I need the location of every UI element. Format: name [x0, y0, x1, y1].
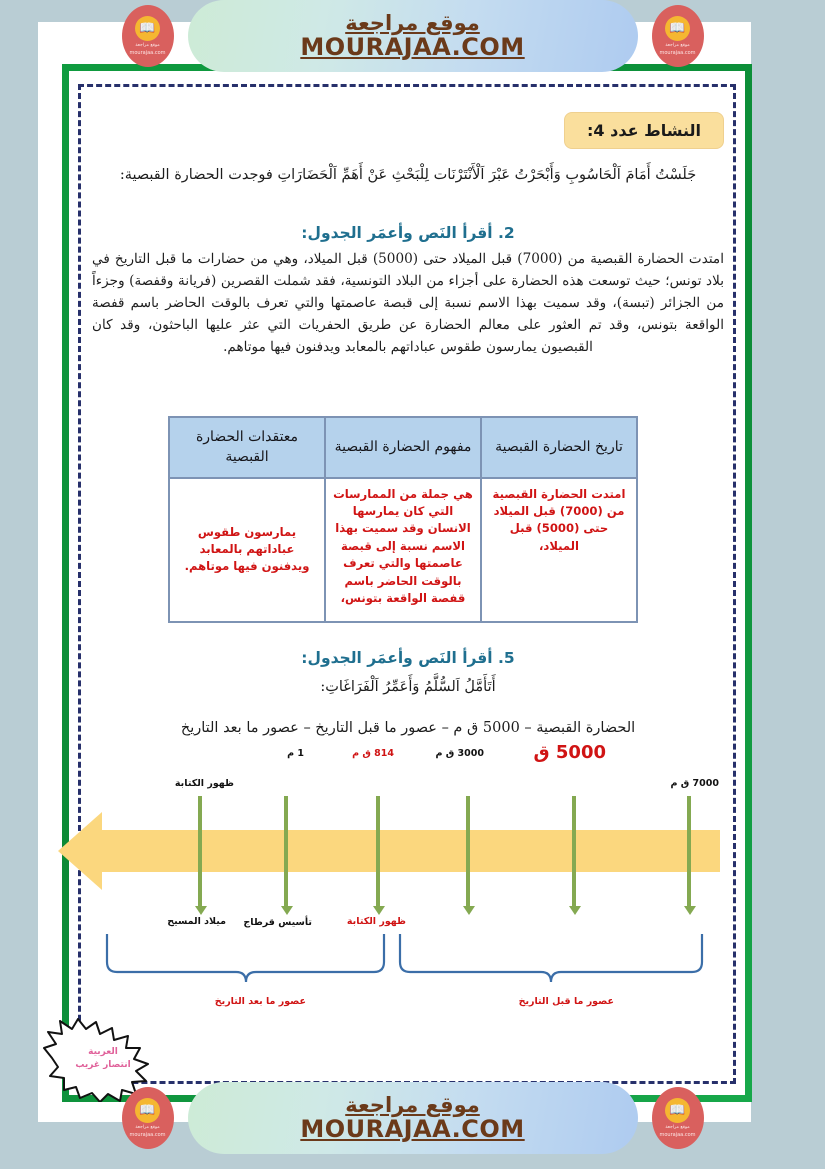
- logo-english-label: mourajaa.com: [129, 1131, 166, 1138]
- table-header-row: [169, 417, 637, 478]
- timeline-figure: [92, 720, 724, 1050]
- logo-arabic-label: موقع مراجعة: [135, 1124, 160, 1130]
- question-5-heading: 5. أقرأ النَص وأعمَر الجدول:: [301, 649, 515, 667]
- timeline-date-5000: 5000 ق: [533, 742, 606, 763]
- book-icon: 📖: [135, 1098, 160, 1123]
- timeline-arrow: [100, 830, 720, 872]
- timeline-arrow-down-icon: [569, 906, 581, 915]
- logo-english-label: mourajaa.com: [659, 49, 696, 56]
- timeline-label-jesus: ميلاد المسيح: [167, 916, 226, 927]
- arrow-head-icon: [58, 812, 102, 890]
- table-header-beliefs: معتقدات الحضارة القبصية: [169, 417, 325, 478]
- logo-english-label: mourajaa.com: [659, 1131, 696, 1138]
- timeline-tick: [687, 796, 691, 906]
- table-cell-concept[interactable]: هي جملة من الممارسات التي كان يمارسها الانسان وقد سميت بهذا الاسم نسبة إلى قبصة عاصمتها والتي تعرف بالوقت الحاضر باسم قفصة الواقعة بتونس،: [325, 478, 481, 622]
- timeline-arrow-down-icon: [281, 906, 293, 915]
- logo-arabic-label: موقع مراجعة: [665, 1124, 690, 1130]
- timeline-date-3000: 3000 ق م: [435, 748, 484, 759]
- activity-number-badge: النشاط عدد 4:: [564, 112, 724, 149]
- brand-logo-left: [122, 5, 174, 67]
- timeline-tick: [376, 796, 380, 906]
- book-icon: 📖: [665, 16, 690, 41]
- brand-logo-left: [122, 1087, 174, 1149]
- timeline-tick: [198, 796, 202, 906]
- brace-pre-history: [396, 932, 706, 988]
- reading-paragraph: امتدت الحضارة القبصية من (7000) قبل الميلاد حتى (5000) قبل الميلاد، وهي من حضارات ما قبل التاريخ في بلاد تونس؛ حيث توسعت هذه الحضارة على أجزاء من البلاد التونسية، فقد شملت القصرين (فريانة وقفصة) وجزءاً من الجزائر (تبسة)، وقد سميت بهذا الاسم نسبة إلى قبصة عاصمتها والتي تعرف بالوقت الحاضر باسم قفصة الواقعة بتونس، وقد تم العثور على معالم الحضارة عن طريق الحفريات التي عثر عليها الباحثون، وقد كان القبصيون يمارسون طقوس عباداتهم بالمعابد ويدفنون فيها موتاهم.: [92, 251, 724, 356]
- logo-arabic-label: موقع مراجعة: [665, 42, 690, 48]
- timeline-date-7000: 7000 ق م: [670, 778, 719, 789]
- timeline-date-1: 1 م: [287, 748, 304, 759]
- brand-english-title[interactable]: MOURAJAA.COM: [300, 32, 525, 61]
- timeline-tick: [572, 796, 576, 906]
- logo-arabic-label: موقع مراجعة: [135, 42, 160, 48]
- timeline-tick: [284, 796, 288, 906]
- timeline-arrow-down-icon: [684, 906, 696, 915]
- table-cell-date[interactable]: امتدت الحضارة القبصية من (7000) قبل الميلاد حتى (5000) قبل الميلاد،: [481, 478, 637, 622]
- stamp-line-1: العربية: [88, 1047, 118, 1057]
- timeline-prompt: أَتَأَمَّلُ اَلسُّلَّمُ وَأَعَمِّرُ اَلْفَرَاغَاتِ:: [320, 679, 496, 695]
- logo-english-label: mourajaa.com: [129, 49, 166, 56]
- book-icon: 📖: [135, 16, 160, 41]
- era-label-pre-history: عصور ما قبل التاريخ: [518, 996, 614, 1007]
- timeline-label-carthage: [243, 916, 312, 930]
- header-brand-bar: [0, 0, 825, 72]
- worksheet-content: [92, 96, 724, 1074]
- brand-pill: [129, 1082, 696, 1154]
- footer-brand-bar: [0, 1082, 825, 1154]
- timeline-sentence: الحضارة القبصية – 5000 ق م – عصور ما قبل التاريخ – عصور ما بعد التاريخ: [180, 720, 636, 736]
- table-cell-beliefs[interactable]: يمارسون طقوس عباداتهم بالمعابد ويدفنون فيها موتاهم.: [169, 478, 325, 622]
- brand-logo-right: [652, 5, 704, 67]
- book-icon: 📖: [665, 1098, 690, 1123]
- brand-logo-right: [652, 1087, 704, 1149]
- table-header-date: تاريخ الحضارة القبصية: [481, 417, 637, 478]
- table-row: [169, 478, 637, 622]
- timeline-tick: [466, 796, 470, 906]
- civilization-table: [168, 416, 638, 623]
- brand-arabic-title: موقع مراجعة: [345, 10, 480, 35]
- carthage-text: تأسيس قرطاج: [243, 917, 312, 928]
- stamp-line-2: انتصار غريب: [75, 1060, 131, 1071]
- brand-pill: [129, 0, 696, 72]
- timeline-label-writing: ظهور الكتابة: [346, 916, 406, 927]
- timeline-arrow-down-icon: [463, 906, 475, 915]
- brand-english-title[interactable]: MOURAJAA.COM: [300, 1114, 525, 1143]
- question-2-heading: 2. أقرأ النَص وأعمَر الجدول:: [301, 224, 515, 242]
- timeline-arrow-down-icon: [373, 906, 385, 915]
- brand-arabic-title: موقع مراجعة: [345, 1092, 480, 1117]
- stamp-text: [42, 1046, 164, 1072]
- intro-sentence: جَلَسْتُ أَمَامَ اَلْحَاسُوبِ وَأَبْحَرْتُ عَبْرَ اَلْأَنْتَرْنَات لِلْبَحْثِ عَنْ أَهَمِّ اَلْحَضَارَاتِ فوجدت الحضارة القبصية:: [119, 167, 697, 183]
- table-header-concept: مفهوم الحضارة القبصية: [325, 417, 481, 478]
- timeline-arrow-down-icon: [195, 906, 207, 915]
- era-label-post-history: عصور ما بعد التاريخ: [214, 996, 306, 1007]
- timeline-label-writing-top: ظهور الكتابة: [174, 778, 234, 789]
- timeline-date-814: 814 ق م: [352, 748, 394, 759]
- brace-post-history: [103, 932, 388, 988]
